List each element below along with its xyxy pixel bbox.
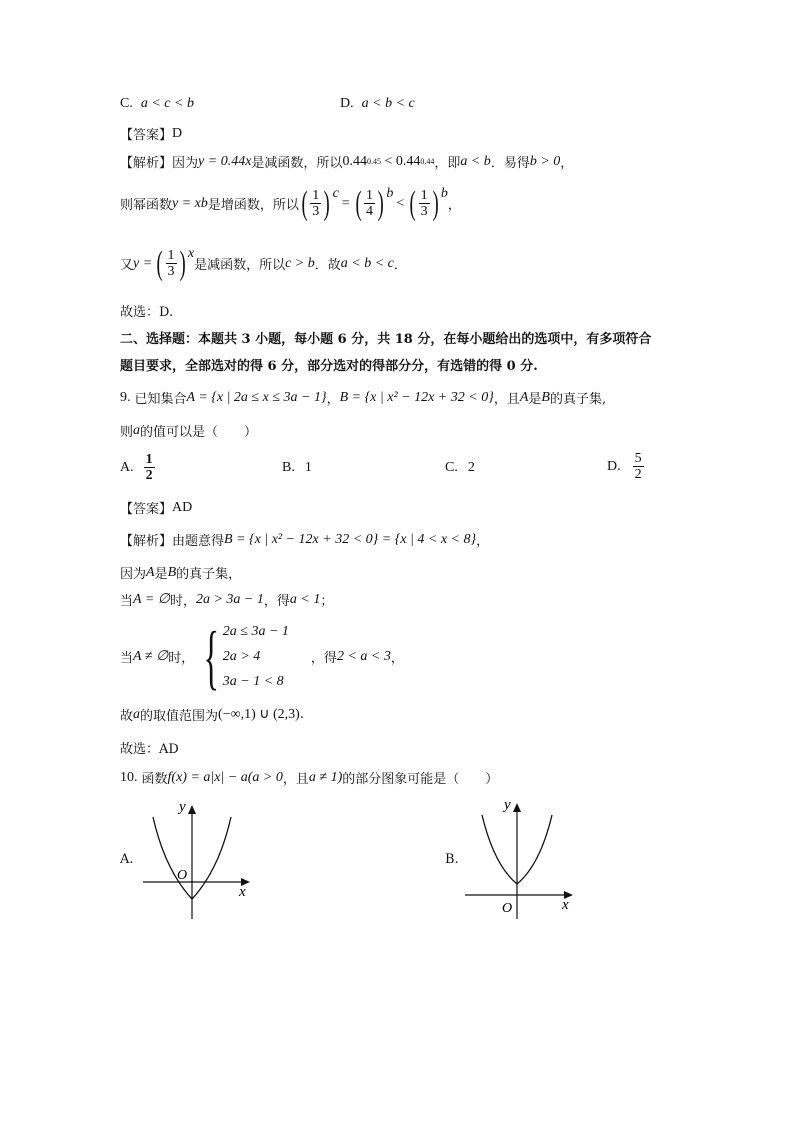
- q8-analysis-line-1: [120, 152, 573, 171]
- exponent: b: [386, 185, 394, 201]
- answer-label: 【答案】: [120, 128, 173, 143]
- text: ，: [560, 156, 574, 171]
- math: B: [541, 389, 550, 405]
- math: A ≠ ∅: [133, 649, 169, 664]
- exponent: x: [245, 153, 252, 169]
- y-axis-arrow: [513, 803, 521, 812]
- q8-analysis-line-2: [120, 184, 461, 222]
- exponent: c: [332, 185, 339, 201]
- numerator: 1: [420, 188, 428, 203]
- q9-option-c: [445, 460, 475, 476]
- graph-b: [460, 795, 585, 925]
- option-value: 2: [467, 460, 475, 475]
- section-heading-line-1: 二、选择题：本题共 3 小题，每小题 6 分，共 18 分，在每小题给出的选项中，有多项符合: [120, 332, 652, 347]
- q8-answer: [120, 124, 182, 143]
- denominator: 3: [167, 264, 175, 279]
- text: .: [299, 707, 304, 722]
- text: 是减函数，所以: [194, 258, 286, 273]
- numerator: 1: [366, 188, 374, 203]
- text: 则幂函数: [120, 198, 173, 213]
- text: ；: [320, 594, 334, 609]
- math: a: [133, 706, 141, 722]
- text: 当: [120, 651, 134, 666]
- math: b > 0: [529, 153, 561, 169]
- math: B = {x | x² − 12x + 32 < 0}: [339, 389, 494, 405]
- text: 是: [528, 392, 542, 407]
- q8-option-c: [120, 96, 194, 112]
- text: 是减函数，所以: [251, 156, 343, 171]
- left-brace: {: [203, 616, 220, 697]
- math: y = x: [172, 195, 201, 211]
- numerator: 1: [145, 452, 153, 467]
- origin-label: O: [502, 901, 513, 916]
- numerator: 1: [167, 248, 175, 263]
- text: 是增函数，所以: [207, 198, 299, 213]
- case-line: 3a − 1 < 8: [222, 674, 284, 689]
- text: ．易得: [490, 156, 530, 171]
- text: ，得: [310, 651, 337, 666]
- math: <: [380, 153, 396, 169]
- answer-value: AD: [172, 499, 193, 515]
- math: 0.44: [395, 153, 421, 169]
- origin-label: O: [177, 868, 188, 883]
- math: A = ∅: [133, 592, 170, 607]
- case-line: 2a > 4: [222, 649, 261, 664]
- math: (a > 0: [247, 769, 283, 785]
- math: a < b: [460, 153, 491, 169]
- text: ，: [476, 534, 490, 549]
- numerator: 5: [634, 451, 642, 466]
- math: (−∞,1) ∪ (2,3): [218, 707, 300, 722]
- math: 2a > 3a − 1: [195, 591, 264, 607]
- text: ，: [447, 198, 461, 213]
- text: 当: [120, 594, 134, 609]
- exponent: 0.45: [366, 157, 381, 166]
- text: ，: [326, 392, 340, 407]
- denominator: 2: [634, 467, 642, 482]
- option-label: A.: [120, 459, 134, 475]
- q9-stem-line-2: [120, 421, 257, 440]
- exponent: |x|: [210, 769, 225, 785]
- text: 由题意得: [172, 534, 225, 549]
- fraction-power: ( $\frac{1}{3}$ ) $^c$: [301, 184, 339, 222]
- section-heading-line-2: 题目要求，全部选对的得 6 分，部分选对的得部分分，有选错的得 0 分.: [120, 359, 538, 374]
- graph-a-label: A.: [120, 852, 134, 867]
- math: B: [167, 564, 177, 580]
- math: A: [519, 389, 529, 405]
- x-axis-label: x: [239, 884, 246, 900]
- text: ，得: [263, 594, 290, 609]
- q9-analysis-line-3: [120, 590, 333, 609]
- question-number: 10.: [120, 769, 138, 785]
- graph-b-label: B.: [445, 852, 459, 867]
- math: a: [133, 422, 141, 438]
- numerator: 1: [312, 188, 320, 203]
- case-system: [223, 619, 289, 694]
- text: 已知集合: [134, 392, 187, 407]
- q8-choice: 故选：D.: [120, 305, 174, 320]
- math: A = {x | 2a ≤ x ≤ 3a − 1}: [186, 389, 327, 405]
- fraction-power: ( $\frac{1}{4}$ ) $^b$: [355, 184, 394, 222]
- math: c > b: [285, 255, 315, 271]
- option-label: C.: [445, 460, 458, 475]
- text: ，且: [493, 392, 520, 407]
- math: 0.44: [342, 153, 367, 169]
- q9-analysis-line-4: [120, 616, 404, 697]
- denominator: 4: [366, 204, 374, 219]
- exponent: 0.44: [420, 157, 435, 166]
- math: B = {x | x² − 12x + 32 < 0} = {x | 4 < x < 8}: [224, 531, 477, 547]
- text: 因为: [120, 567, 147, 582]
- text: ，: [390, 651, 404, 666]
- text: 时，: [168, 651, 195, 666]
- fraction-power: ( $\frac{1}{3}$ ) $^b$: [409, 184, 448, 222]
- text: ．: [393, 258, 407, 273]
- math: y =: [133, 255, 153, 271]
- exponent: b: [440, 185, 448, 201]
- text: 的真子集，: [176, 567, 242, 582]
- q9-analysis-line-2: [120, 563, 241, 582]
- text: 因为: [172, 156, 199, 171]
- q9-analysis-line-1: [120, 530, 489, 549]
- math: a < b < c: [340, 255, 394, 271]
- text: 的值可以是（ ）: [140, 425, 258, 440]
- text: ．故: [314, 258, 341, 273]
- option-label: C.: [120, 96, 133, 111]
- q8-analysis-line-3: [120, 244, 407, 282]
- y-axis-label: y: [179, 799, 186, 815]
- text: 时，: [169, 594, 196, 609]
- question-number: 9.: [120, 389, 131, 405]
- fraction-power: ( $\frac{1}{3}$ ) $^x$: [156, 244, 195, 282]
- math: a ≠ 1): [308, 769, 343, 785]
- text: 是: [154, 567, 168, 582]
- y-axis-arrow: [188, 805, 196, 814]
- math: f(x) = a: [167, 769, 211, 785]
- analysis-label: 【解析】: [120, 156, 173, 171]
- case-line: 2a ≤ 3a − 1: [222, 624, 289, 639]
- denominator: 3: [420, 204, 428, 219]
- answer-value: D: [172, 125, 183, 141]
- text: ，且: [282, 772, 309, 787]
- denominator: 2: [145, 468, 153, 483]
- math: y = 0.44: [198, 153, 246, 169]
- graph-a: [135, 795, 260, 925]
- text: 的真子集,: [549, 392, 607, 407]
- denominator: 3: [312, 204, 320, 219]
- math: 2 < a < 3: [336, 648, 391, 664]
- q10-stem: [120, 768, 498, 787]
- q9-answer: [120, 498, 192, 517]
- y-axis-label: y: [504, 797, 511, 813]
- text: 又: [120, 258, 134, 273]
- q9-option-b: [282, 460, 312, 476]
- exponent: x: [187, 245, 195, 261]
- text: 故: [120, 709, 134, 724]
- analysis-label: 【解析】: [120, 534, 173, 549]
- text: 的部分图象可能是（ ）: [342, 772, 499, 787]
- text: ，即: [434, 156, 461, 171]
- q9-option-a: [120, 452, 155, 483]
- math: <: [396, 195, 405, 211]
- text: 的取值范围为: [140, 709, 219, 724]
- option-value: 1: [304, 460, 312, 475]
- math: − a: [224, 769, 248, 785]
- math: a < 1: [289, 591, 321, 607]
- exponent: b: [200, 195, 208, 211]
- q8-option-d: [340, 96, 415, 112]
- text: 函数: [141, 772, 168, 787]
- q9-option-d: [607, 451, 644, 482]
- option-expr: a < c < b: [140, 96, 194, 111]
- math: =: [341, 195, 350, 211]
- text: 则: [120, 425, 134, 440]
- option-expr: a < b < c: [361, 96, 415, 111]
- option-label: D.: [607, 458, 621, 474]
- option-label: B.: [282, 460, 295, 475]
- math: A: [146, 564, 155, 580]
- q9-stem-line-1: [120, 388, 606, 407]
- x-axis-label: x: [562, 897, 569, 913]
- q9-choice: 故选：AD: [120, 742, 179, 757]
- answer-label: 【答案】: [120, 502, 173, 517]
- option-label: D.: [340, 96, 354, 111]
- q9-analysis-line-5: [120, 705, 304, 724]
